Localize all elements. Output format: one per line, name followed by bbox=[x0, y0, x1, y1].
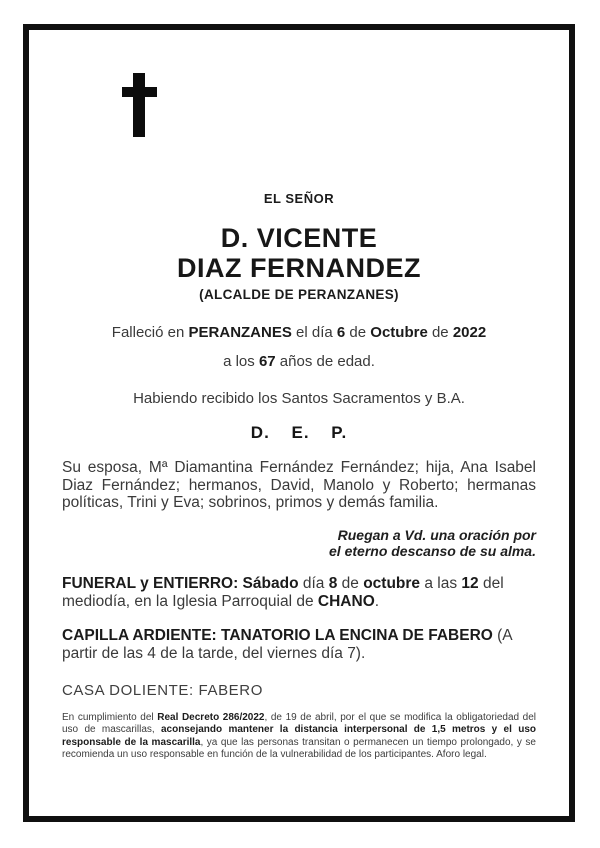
death-month: Octubre bbox=[370, 324, 428, 341]
honorific-label: EL SEÑOR bbox=[263, 191, 335, 206]
cross-horizontal-bar bbox=[122, 87, 157, 97]
prayer-line1: Ruegan a Vd. una oración por bbox=[337, 526, 536, 543]
age-pre: a los bbox=[223, 353, 259, 370]
funeral-r5: . bbox=[374, 593, 380, 610]
legal-decree: Real Decreto 286/2022 bbox=[157, 711, 265, 723]
deceased-name bbox=[62, 223, 536, 283]
prayer-line2: el eterno descanso de su alma. bbox=[329, 543, 536, 559]
funeral-month: octubre bbox=[363, 574, 421, 592]
prayer-request bbox=[62, 527, 536, 560]
esquela-frame bbox=[23, 24, 575, 822]
chapel-info bbox=[62, 627, 536, 664]
funeral-church-place: CHANO bbox=[317, 593, 375, 610]
age-post: años de edad. bbox=[275, 353, 375, 370]
death-date-mid3: de bbox=[427, 324, 453, 341]
funeral-r4: del mediodía, en la Iglesia Parroquial de bbox=[62, 574, 504, 610]
legal-recommendation: aconsejando mantener la distancia interpersonal de 1,5 metros y el uso responsable de la mascarilla bbox=[62, 724, 536, 748]
age-line bbox=[62, 354, 536, 370]
legal-r1: En cumplimiento del bbox=[62, 711, 158, 723]
deceased-name-line2: DIAZ FERNANDEZ bbox=[177, 253, 421, 283]
legal-r2: , de 19 de abril, por el que se modifica la obligatoriedad del uso de mascarillas, bbox=[62, 711, 537, 735]
cross-icon bbox=[122, 73, 157, 137]
age-value: 67 bbox=[258, 353, 276, 370]
dep-abbreviation: D. E. P. bbox=[250, 423, 348, 442]
funeral-r2: de bbox=[337, 574, 364, 592]
chapel-heading: CAPILLA ARDIENTE: TANATORIO LA ENCINA DE FABERO bbox=[62, 626, 493, 644]
family-paragraph: Su esposa, Mª Diamantina Fernández Fernández; hija, Ana Isabel Diaz Fernández; hermanos, David, Manolo y Roberto; hermanas políticas, Trini y Eva; sobrinos, primos y demás familia. bbox=[62, 459, 536, 511]
esquela-content bbox=[29, 191, 569, 762]
legal-notice bbox=[62, 712, 536, 762]
death-date-line bbox=[62, 325, 536, 341]
deceased-name-line1: D. VICENTE bbox=[220, 223, 378, 253]
cross-vertical-bar bbox=[133, 73, 145, 137]
mourning-house-line: CASA DOLIENTE: FABERO bbox=[62, 681, 263, 699]
death-year: 2022 bbox=[452, 324, 487, 341]
funeral-heading: FUNERAL y ENTIERRO: Sábado bbox=[62, 574, 299, 592]
legal-r3: , ya que las personas transitan o permanecen un tiempo prolongado, y se recomienda un uso responsable en función de la vulnerabilidad de los participantes. Aforo legal. bbox=[62, 736, 536, 760]
death-place: PERANZANES bbox=[188, 324, 292, 341]
funeral-r1: día bbox=[298, 574, 329, 592]
death-day: 6 bbox=[336, 324, 346, 341]
funeral-r3: a las bbox=[420, 574, 462, 592]
funeral-day: 8 bbox=[328, 574, 338, 592]
death-date-mid1: el día bbox=[291, 324, 337, 341]
death-date-pre: Falleció en bbox=[111, 324, 189, 341]
funeral-hour: 12 bbox=[461, 574, 479, 592]
sacraments-line: Habiendo recibido los Santos Sacramentos y B.A. bbox=[133, 390, 465, 407]
death-date-mid2: de bbox=[345, 324, 371, 341]
funeral-info bbox=[62, 575, 536, 612]
chapel-details: (A partir de las 4 de la tarde, del viernes día 7). bbox=[62, 626, 512, 662]
deceased-title: (ALCALDE DE PERANZANES) bbox=[199, 287, 399, 302]
